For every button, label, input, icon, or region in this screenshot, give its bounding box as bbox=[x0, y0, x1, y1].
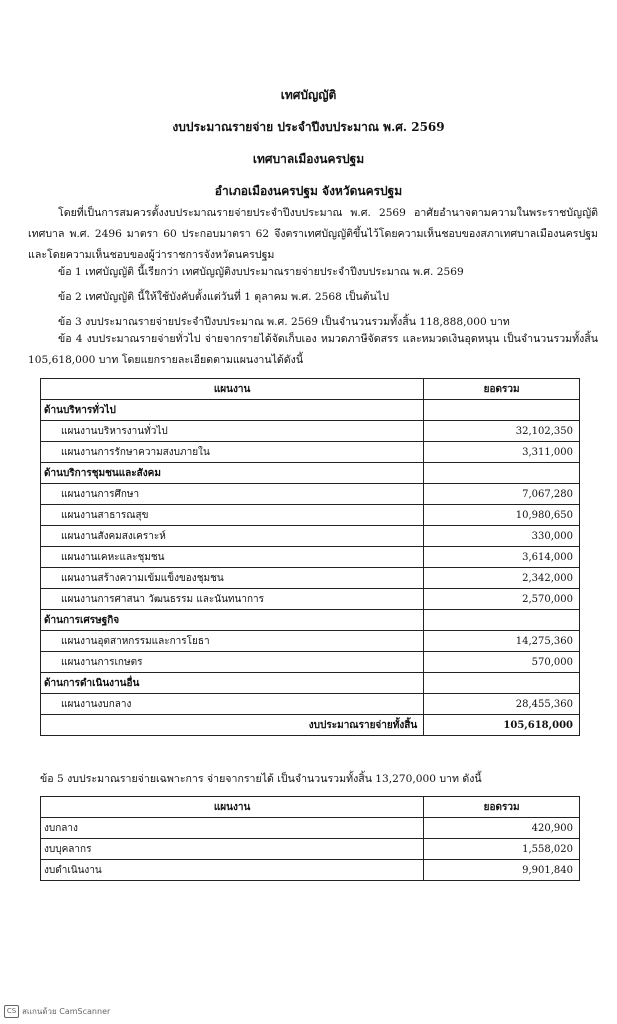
table-row bbox=[41, 589, 580, 610]
budget-label: งบดำเนินงาน bbox=[41, 860, 424, 881]
section-row bbox=[41, 463, 580, 484]
table-row bbox=[41, 631, 580, 652]
table-row bbox=[41, 484, 580, 505]
scanner-text: สแกนด้วย CamScanner bbox=[22, 1007, 111, 1016]
section-empty-cell bbox=[424, 400, 580, 421]
section-name: ด้านการเศรษฐกิจ bbox=[41, 610, 424, 631]
doc-title: เทศบัญญัติ bbox=[280, 88, 337, 102]
budget-value: 420,900 bbox=[424, 818, 580, 839]
header-plan: แผนงาน bbox=[41, 379, 424, 400]
clause-1: ข้อ 1 เทศบัญญัติ นี้เรียกว่า เทศบัญญัติงบประมาณรายจ่ายประจำปีงบประมาณ พ.ศ. 2569 bbox=[58, 266, 464, 278]
plan-value: 28,455,360 bbox=[424, 694, 580, 715]
plan-value: 3,614,000 bbox=[424, 547, 580, 568]
table-row bbox=[41, 818, 580, 839]
plan-value: 2,570,000 bbox=[424, 589, 580, 610]
plan-value: 14,275,360 bbox=[424, 631, 580, 652]
table-row bbox=[41, 421, 580, 442]
scanner-footer bbox=[4, 1005, 110, 1018]
section-row bbox=[41, 610, 580, 631]
section-empty-cell bbox=[424, 610, 580, 631]
district-name: อำเภอเมืองนครปฐม จังหวัดนครปฐม bbox=[214, 184, 403, 198]
header-total: ยอดรวม bbox=[424, 379, 580, 400]
specific-budget-table bbox=[40, 796, 580, 881]
plan-label: แผนงานเคหะและชุมชน bbox=[41, 547, 424, 568]
total-value: 105,618,000 bbox=[424, 715, 580, 736]
table-row bbox=[41, 505, 580, 526]
clause-2: ข้อ 2 เทศบัญญัติ นี้ให้ใช้บังคับตั้งแต่วันที่ 1 ตุลาคม พ.ศ. 2568 เป็นต้นไป bbox=[58, 291, 389, 303]
plan-value: 7,067,280 bbox=[424, 484, 580, 505]
plan-label: แผนงานสร้างความเข้มแข็งของชุมชน bbox=[41, 568, 424, 589]
general-budget-table bbox=[40, 378, 580, 736]
section-name: ด้านบริการชุมชนและสังคม bbox=[41, 463, 424, 484]
doc-subtitle: งบประมาณรายจ่าย ประจำปีงบประมาณ พ.ศ. 2569 bbox=[172, 120, 445, 134]
budget-value: 1,558,020 bbox=[424, 839, 580, 860]
table-row bbox=[41, 547, 580, 568]
section-empty-cell bbox=[424, 673, 580, 694]
total-label: งบประมาณรายจ่ายทั้งสิ้น bbox=[41, 715, 424, 736]
plan-label: แผนงานสาธารณสุข bbox=[41, 505, 424, 526]
plan-value: 32,102,350 bbox=[424, 421, 580, 442]
budget-label: งบกลาง bbox=[41, 818, 424, 839]
section-row bbox=[41, 400, 580, 421]
plan-label: แผนงานสังคมสงเคราะห์ bbox=[41, 526, 424, 547]
plan-value: 3,311,000 bbox=[424, 442, 580, 463]
table-header-row bbox=[41, 379, 580, 400]
camscanner-logo: CS bbox=[4, 1005, 19, 1018]
table-row bbox=[41, 526, 580, 547]
plan-label: แผนงานอุตสาหกรรมและการโยธา bbox=[41, 631, 424, 652]
clause-5: ข้อ 5 งบประมาณรายจ่ายเฉพาะการ จ่ายจากรายได้ เป็นจำนวนรวมทั้งสิ้น 13,270,000 บาท ดังนี้ bbox=[40, 773, 482, 785]
plan-value: 570,000 bbox=[424, 652, 580, 673]
preamble-paragraph: โดยที่เป็นการสมควรตั้งงบประมาณรายจ่ายประจำปีงบประมาณ พ.ศ. 2569 อาศัยอำนาจตามความในพระราชบัญญัติเทศบาล พ.ศ. 2496 มาตรา 60 ประกอบมาตรา 62 จึงตราเทศบัญญัติขึ้นไว้โดยความเห็นชอบของสภาเทศบาลเมืองนครปฐม และโดยความเห็นชอบของผู้ว่าราชการจังหวัดนครปฐม bbox=[28, 207, 598, 261]
section-name: ด้านบริหารทั่วไป bbox=[41, 400, 424, 421]
budget-label: งบบุคลากร bbox=[41, 839, 424, 860]
table-row bbox=[41, 568, 580, 589]
plan-value: 10,980,650 bbox=[424, 505, 580, 526]
section-empty-cell bbox=[424, 463, 580, 484]
clause-4: ข้อ 4 งบประมาณรายจ่ายทั่วไป จ่ายจากรายได้จัดเก็บเอง หมวดภาษีจัดสรร และหมวดเงินอุดหนุน เป็นจำนวนรวมทั้งสิ้น 105,618,000 บาท โดยแยกรายละเอียดตามแผนงานได้ดังนี้ bbox=[28, 333, 598, 366]
section-name: ด้านการดำเนินงานอื่น bbox=[41, 673, 424, 694]
plan-label: แผนงานงบกลาง bbox=[41, 694, 424, 715]
table-row bbox=[41, 652, 580, 673]
table-row bbox=[41, 860, 580, 881]
table-row bbox=[41, 442, 580, 463]
plan-value: 2,342,000 bbox=[424, 568, 580, 589]
budget-value: 9,901,840 bbox=[424, 860, 580, 881]
header-total: ยอดรวม bbox=[424, 797, 580, 818]
table-row bbox=[41, 694, 580, 715]
municipality-name: เทศบาลเมืองนครปฐม bbox=[252, 152, 365, 166]
section-row bbox=[41, 673, 580, 694]
total-row bbox=[41, 715, 580, 736]
clause-3: ข้อ 3 งบประมาณรายจ่ายประจำปีงบประมาณ พ.ศ. 2569 เป็นจำนวนรวมทั้งสิ้น 118,888,000 บาท bbox=[58, 316, 510, 328]
plan-label: แผนงานการเกษตร bbox=[41, 652, 424, 673]
plan-label: แผนงานการรักษาความสงบภายใน bbox=[41, 442, 424, 463]
plan-label: แผนงานการศึกษา bbox=[41, 484, 424, 505]
plan-value: 330,000 bbox=[424, 526, 580, 547]
plan-label: แผนงานการศาสนา วัฒนธรรม และนันทนาการ bbox=[41, 589, 424, 610]
plan-label: แผนงานบริหารงานทั่วไป bbox=[41, 421, 424, 442]
header-plan: แผนงาน bbox=[41, 797, 424, 818]
table-header-row bbox=[41, 797, 580, 818]
table-row bbox=[41, 839, 580, 860]
